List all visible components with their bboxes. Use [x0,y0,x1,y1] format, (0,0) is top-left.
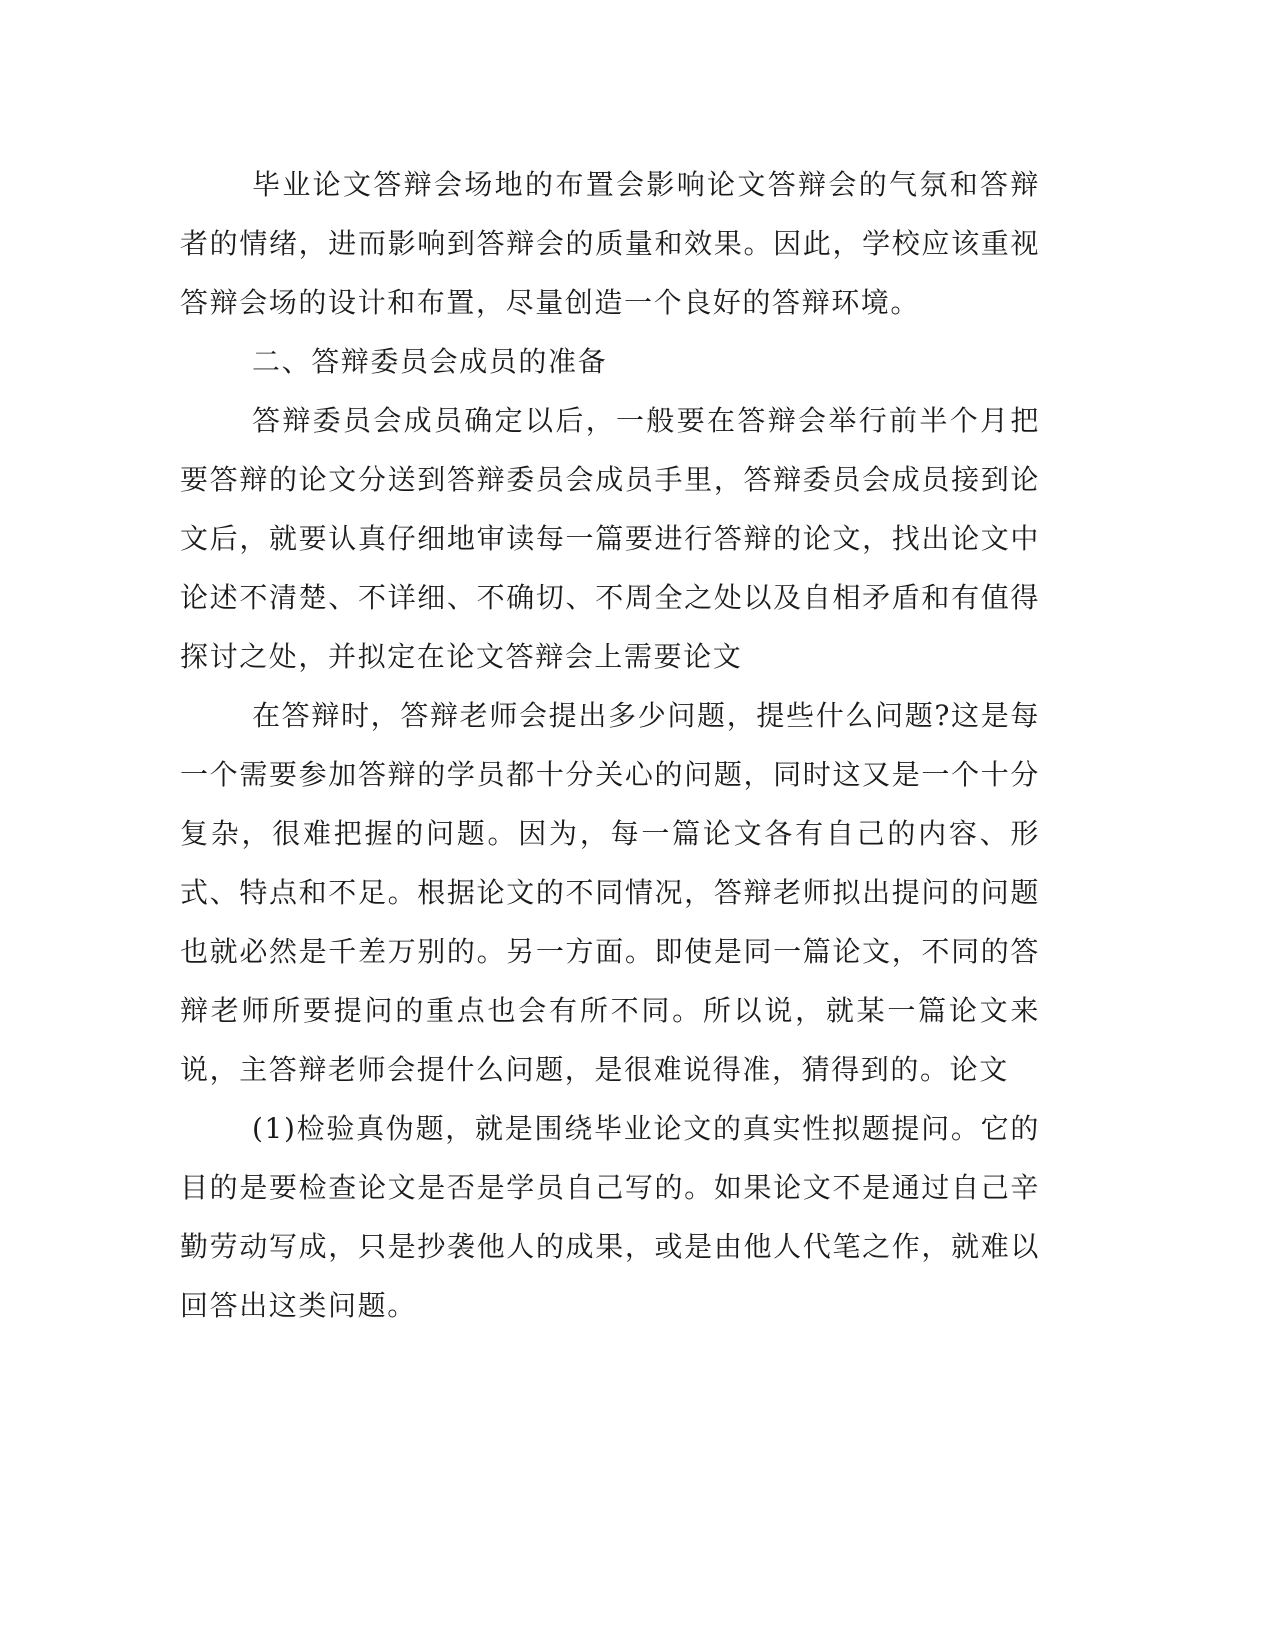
paragraph-questions: 在答辩时，答辩老师会提出多少问题，提些什么问题?这是每一个需要参加答辩的学员都十分关心的问题，同时这又是一个十分复杂，很难把握的问题。因为，每一篇论文各有自己的内容、形式、特点和不足。根据论文的不同情况，答辩老师拟出提问的问题也就必然是千差万别的。另一方面。即使是同一篇论文，不同的答辩老师所要提问的重点也会有所不同。所以说，就某一篇论文来说，主答辩老师会提什么问题，是很难说得准，猜得到的。论文 [180,699,1040,1086]
document-body [180,155,1040,1335]
paragraph-committee: 答辩委员会成员确定以后，一般要在答辩会举行前半个月把要答辩的论文分送到答辩委员会成员手里，答辩委员会成员接到论文后，就要认真仔细地审读每一篇要进行答辩的论文，找出论文中论述不清楚、不详细、不确切、不周全之处以及自相矛盾和有值得探讨之处，并拟定在论文答辩会上需要论文 [180,404,1040,673]
paragraph-authenticity: (1)检验真伪题，就是围绕毕业论文的真实性拟题提问。它的目的是要检查论文是否是学员自己写的。如果论文不是通过自己辛勤劳动写成，只是抄袭他人的成果，或是由他人代笔之作，就难以回答出这类问题。 [180,1112,1040,1322]
section-heading-committee: 二、答辩委员会成员的准备 [252,345,608,378]
paragraph-venue: 毕业论文答辩会场地的布置会影响论文答辩会的气氛和答辩者的情绪，进而影响到答辩会的质量和效果。因此，学校应该重视答辩会场的设计和布置，尽量创造一个良好的答辩环境。 [180,168,1040,319]
